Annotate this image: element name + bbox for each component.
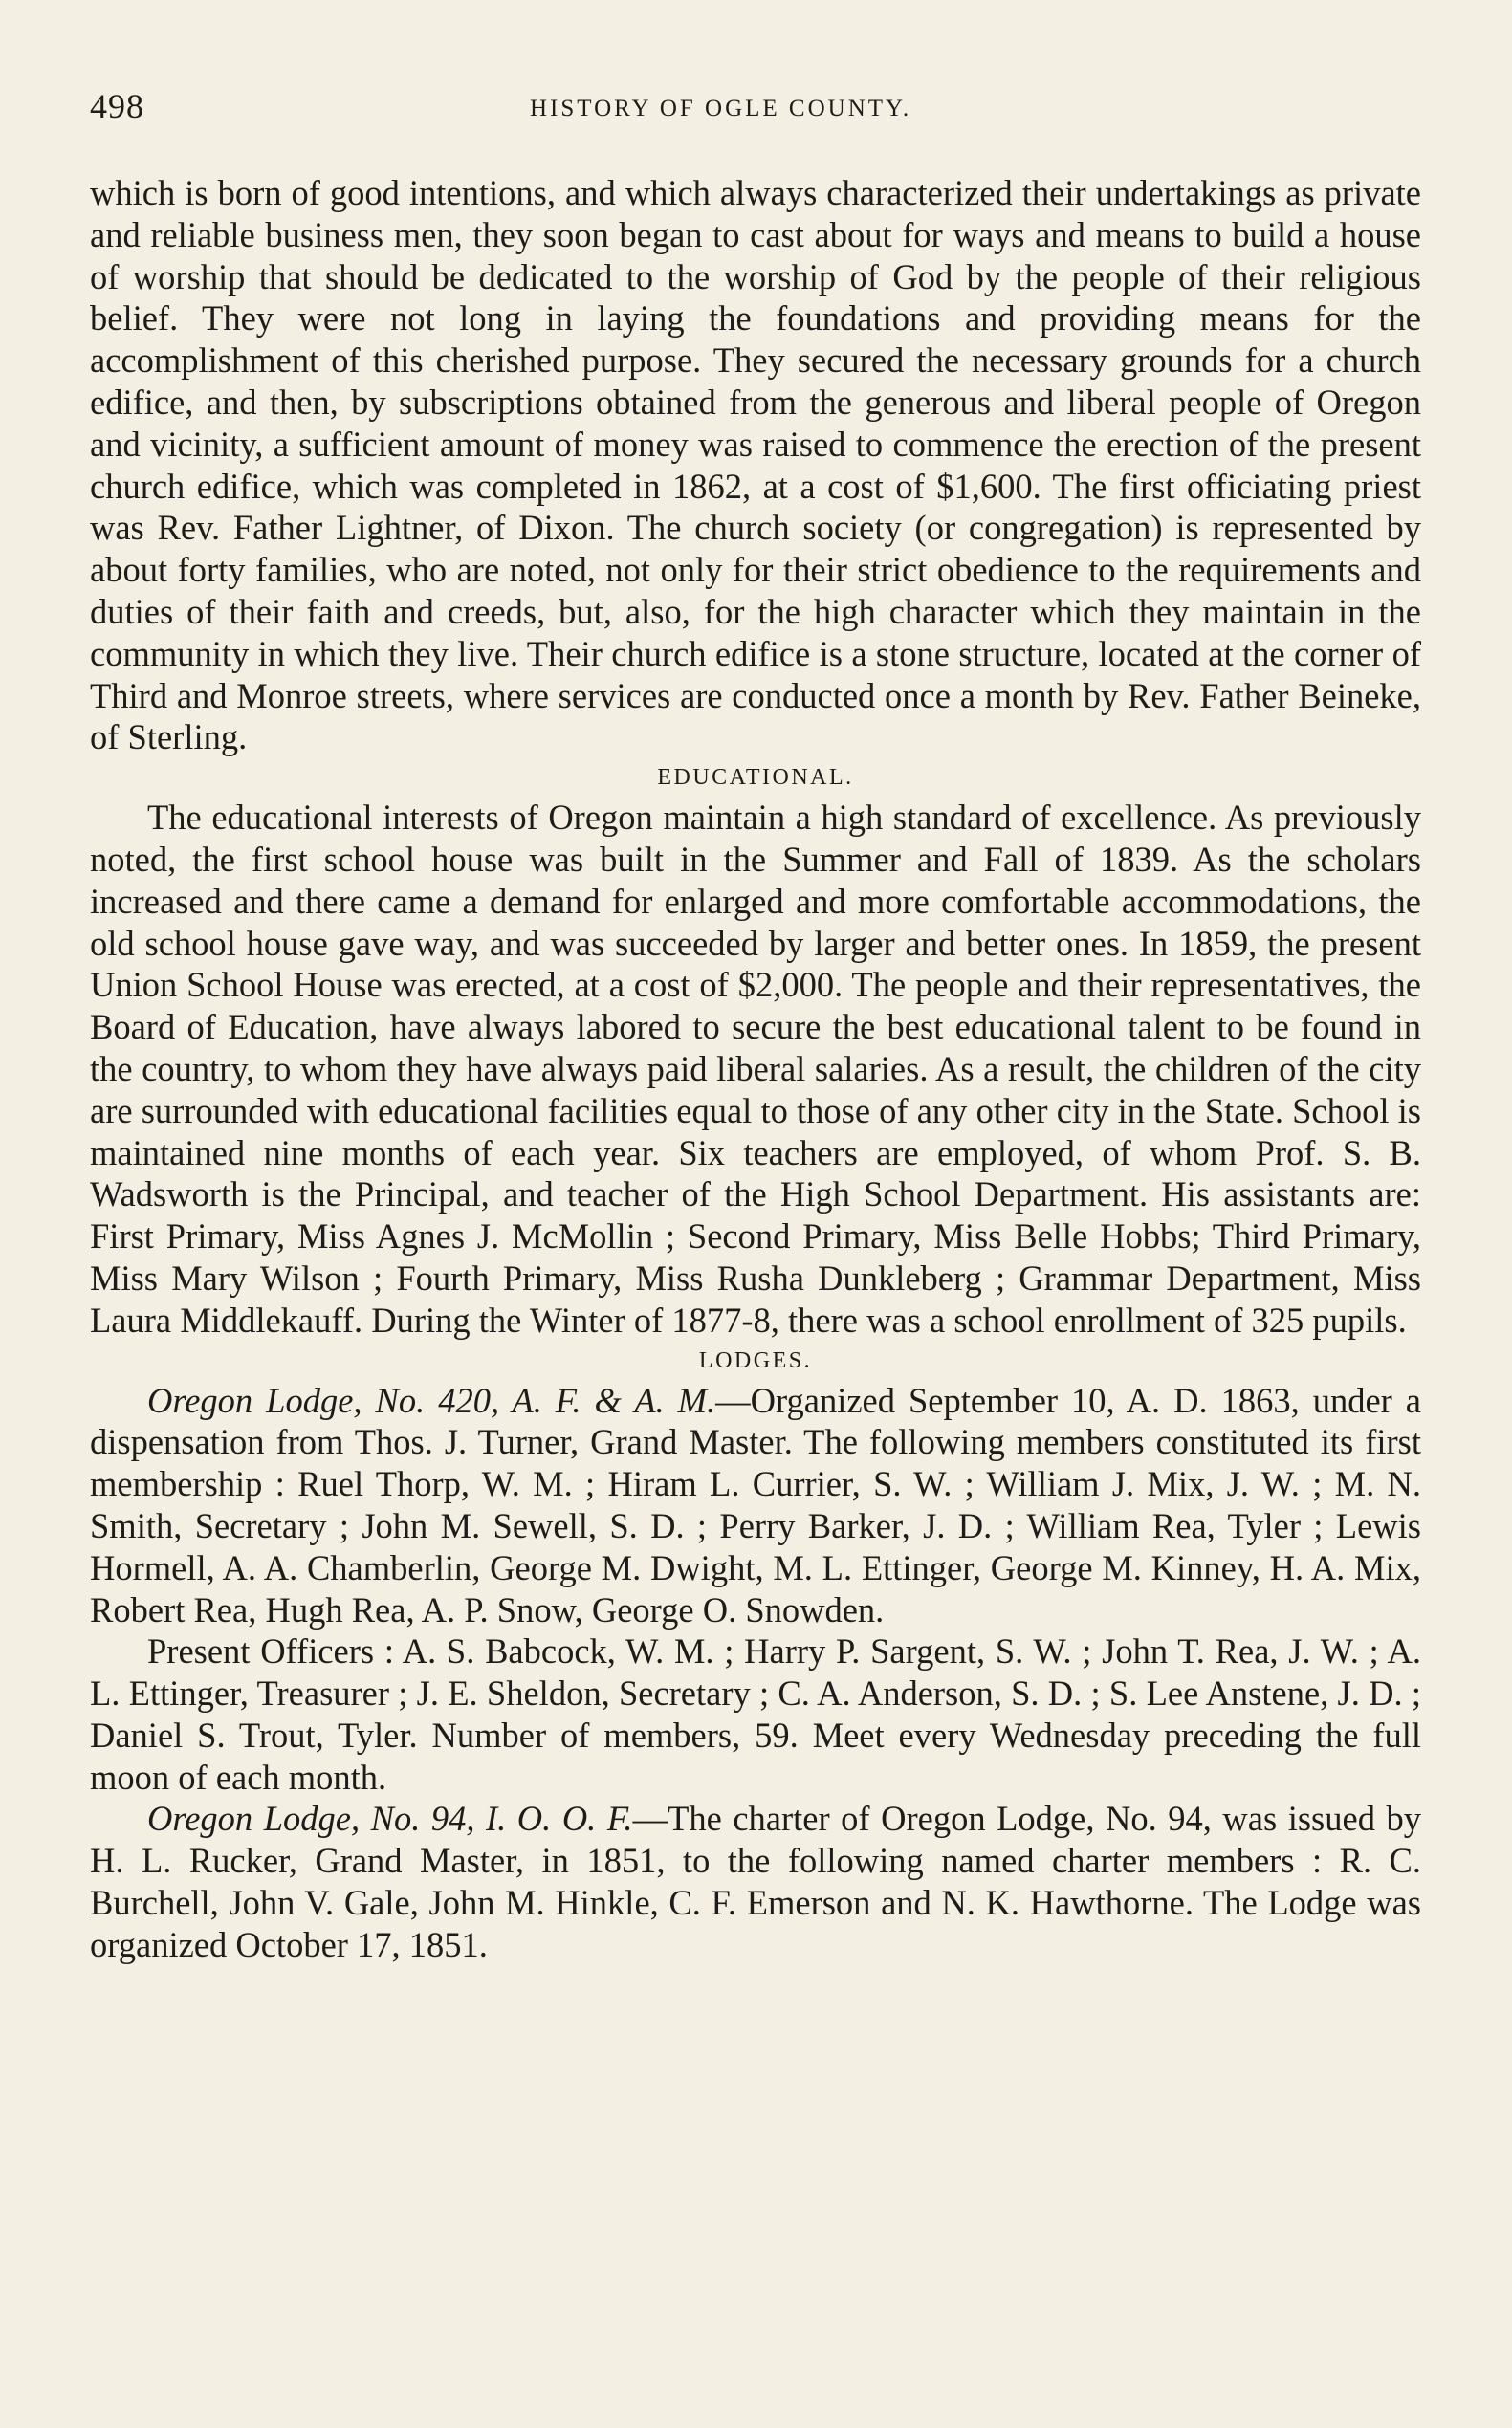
lodge-af-paragraph <box>90 1380 1421 1631</box>
lodge-oof-paragraph <box>90 1798 1421 1965</box>
lodge-af-name: Oregon Lodge, No. 420, A. F. & A. M. <box>147 1380 716 1420</box>
page-number: 498 <box>90 87 144 125</box>
church-paragraph: which is born of good intentions, and which always characterized their undertakings as private and reliable business men, they soon began to cast about for ways and means to build a house of worship that should be dedicated to the worship of God by the people of their religious belief. They were not long in laying the foundations and providing means for the accomplishment of this cherished purpose. They secured the necessary grounds for a church edifice, and then, by subscriptions obtained from the generous and liberal people of Oregon and vicinity, a sufficient amount of money was raised to commence the erection of the present church edifice, which was completed in 1862, at a cost of $1,600. The first officiating priest was Rev. Father Lightner, of Dixon. The church society (or congregation) is represented by about forty families, who are noted, not only for their strict obedience to the requirements and duties of their faith and creeds, but, also, for the high character which they maintain in the community in which they live. Their church edifice is a stone structure, located at the corner of Third and Monroe streets, where services are conducted once a month by Rev. Father Beineke, of Sterling. <box>90 173 1421 757</box>
lodges-heading: LODGES. <box>698 1347 813 1373</box>
lodge-af-text: —Organized September 10, A. D. 1863, under a dispensation from Thos. J. Turner, Grand Master. The following members constituted its first membership : Ruel Thorp, W. M. ; Hiram L. Currier, S. W. ; William J. Mix, J. W. ; M. N. Smith, Secretary ; John M. Sewell, S. D. ; Perry Barker, J. D. ; William Rea, Tyler ; Lewis Hormell, A. A. Chamberlin, George M. Dwight, M. L. Ettinger, George M. Kinney, H. A. Mix, Robert Rea, Hugh Rea, A. P. Snow, George O. Snowden. <box>90 1380 1421 1630</box>
present-officers-paragraph: Present Officers : A. S. Babcock, W. M. ; Harry P. Sargent, S. W. ; John T. Rea, J. W. ; A. L. Ettinger, Treasurer ; J. E. Sheldon, Secretary ; C. A. Anderson, S. D. ; S. Lee Anstene, J. D. ; Daniel S. Trout, Tyler. Number of members, 59. Meet every Wednesday preceding the full moon of each month. <box>90 1631 1421 1797</box>
page-header <box>90 86 1429 134</box>
lodge-oof-text: —The charter of Oregon Lodge, No. 94, was issued by H. L. Rucker, Grand Master, in 1851, to the following named charter members : R. C. Burchell, John V. Gale, John M. Hinkle, C. F. Emerson and N. K. Hawthorne. The Lodge was organized October 17, 1851. <box>90 1799 1421 1964</box>
lodge-oof-name: Oregon Lodge, No. 94, I. O. O. F. <box>147 1799 633 1839</box>
educational-paragraph: The educational interests of Oregon maintain a high standard of excellence. As previously noted, the first school house was built in the Summer and Fall of 1839. As the scholars increased and there came a demand for enlarged and more comfortable accommodations, the old school house gave way, and was succeeded by larger and better ones. In 1859, the present Union School House was erected, at a cost of $2,000. The people and their representatives, the Board of Education, have always labored to secure the best educational talent to be found in the country, to whom they have always paid liberal salaries. As a result, the children of the city are surrounded with educational facilities equal to those of any other city in the State. School is maintained nine months of each year. Six teachers are employed, of whom Prof. S. B. Wadsworth is the Principal, and teacher of the High School Department. His assistants are: First Primary, Miss Agnes J. McMollin ; Second Primary, Miss Belle Hobbs; Third Primary, Miss Mary Wilson ; Fourth Primary, Miss Rusha Dunkleberg ; Grammar Department, Miss Laura Middlekauff. During the Winter of 1877-8, there was a school enrollment of 325 pupils. <box>90 798 1421 1340</box>
running-title: HISTORY OF OGLE COUNTY. <box>530 96 912 121</box>
page-body <box>90 172 1421 1966</box>
educational-heading: EDUCATIONAL. <box>657 765 854 791</box>
